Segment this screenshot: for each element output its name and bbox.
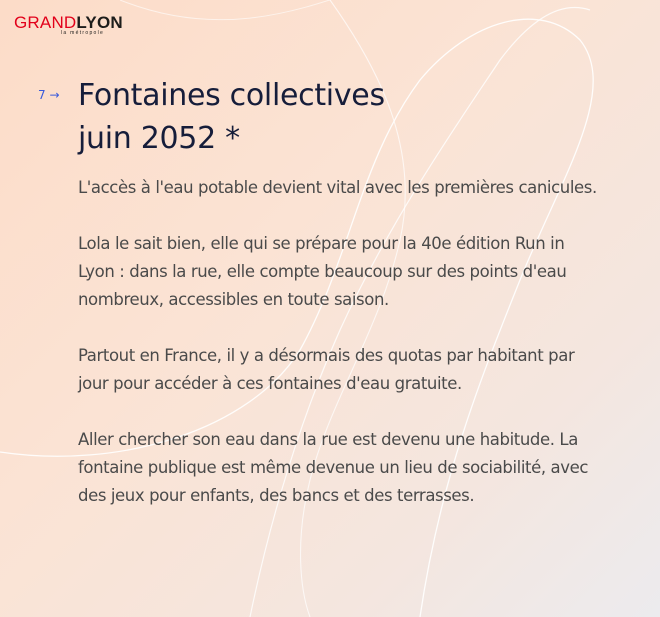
chapter-number: 7 <box>38 88 46 102</box>
grandlyon-logo[interactable] <box>14 13 123 36</box>
logo-grand: GRAND <box>14 13 77 32</box>
story-body <box>78 174 598 510</box>
paragraph: L'accès à l'eau potable devient vital avec les premières canicules. <box>78 178 597 197</box>
paragraph: Aller chercher son eau dans la rue est devenu une habitude. La fontaine publique est même devenue un lieu de sociabilité, avec des jeux pour enfants, des bancs et des terrasses. <box>78 430 589 505</box>
chapter-marker <box>38 88 60 102</box>
arrow-right-icon: → <box>49 88 60 102</box>
paragraph: Lola le sait bien, elle qui se prépare pour la 40e édition Run in Lyon : dans la rue, elle compte beaucoup sur des points d'eau nombreux, accessibles en toute saison. <box>78 234 567 309</box>
paragraph: Partout en France, il y a désormais des quotas par habitant par jour pour accéder à ces fontaines d'eau gratuite. <box>78 346 575 393</box>
title-line-2: juin 2052 * <box>78 121 240 156</box>
logo-wordmark <box>14 14 123 31</box>
logo-subtitle: la métropole <box>61 30 105 36</box>
logo-lyon: LYON <box>76 13 123 32</box>
title-line-1: Fontaines collectives <box>78 78 385 113</box>
page-title <box>78 74 385 160</box>
